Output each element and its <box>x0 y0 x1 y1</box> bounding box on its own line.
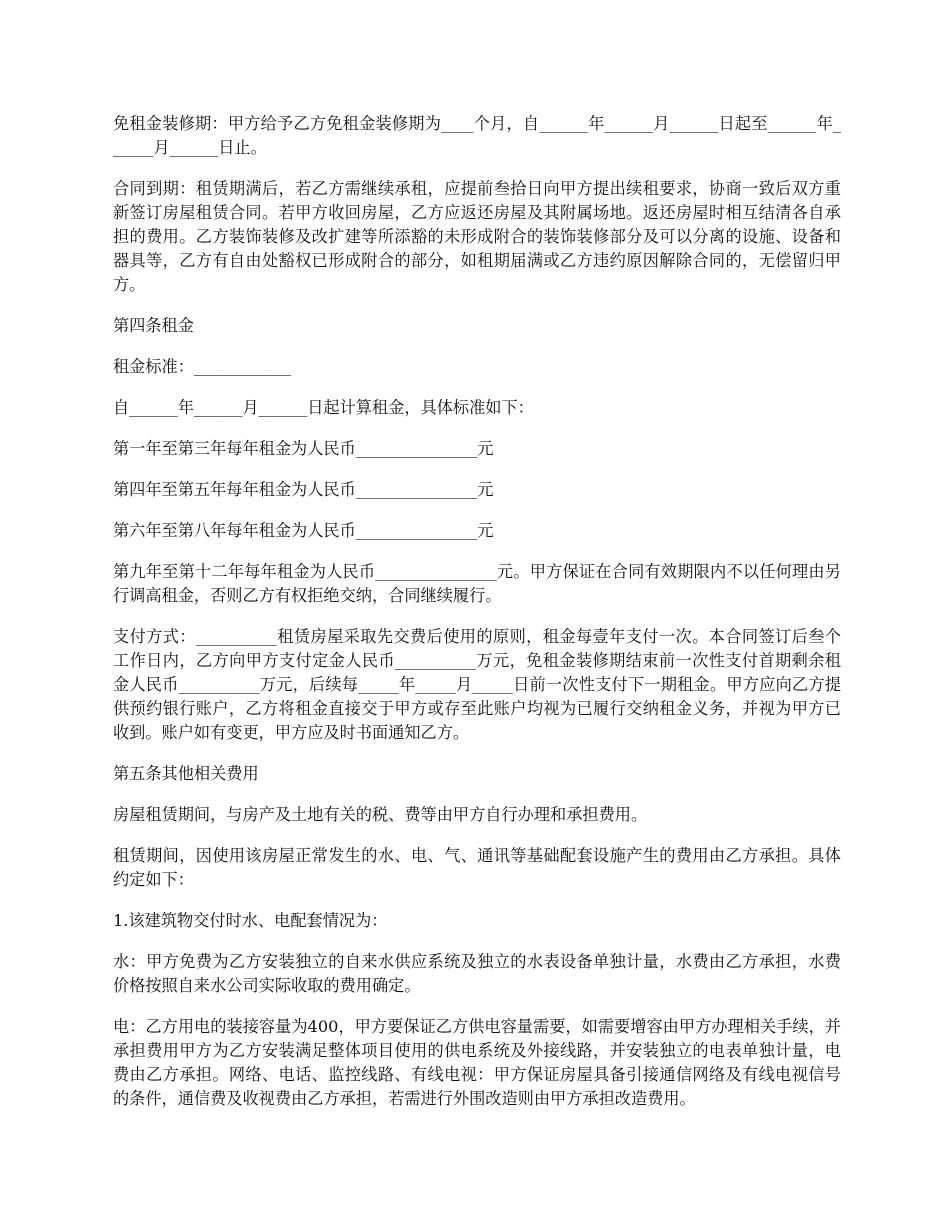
paragraph-rent-standard: 租金标准：____________ <box>113 357 292 376</box>
paragraph-contract-expiry: 合同到期：租赁期满后，若乙方需继续承租，应提前叁拾日向甲方提出续租要求，协商一致后双方重新签订房屋租赁合同。若甲方收回房屋，乙方应返还房屋及其附属场地。返还房屋时相互结清各自承担的费用。乙方装饰装修及改扩建等所添豁的未形成附合的装饰装修部分及可以分离的设施、设备和器具等，乙方有自由处豁权已形成附合的部分，如租期届满或乙方违约原因解除合同的，无偿留归甲方。 <box>113 179 841 294</box>
paragraph-taxes-fees: 房屋租赁期间，与房产及土地有关的税、费等由甲方自行办理和承担费用。 <box>113 805 648 824</box>
paragraph-rent-years-4-5: 第四年至第五年每年租金为人民币_______________元 <box>113 480 494 499</box>
document-page <box>113 112 841 1128</box>
section-heading-article-5-fees: 第五条其他相关费用 <box>113 764 259 783</box>
section-heading-article-4-rent: 第四条租金 <box>113 316 194 335</box>
paragraph-rent-years-1-3: 第一年至第三年每年租金为人民币_______________元 <box>113 439 494 458</box>
paragraph-utility-costs: 租赁期间，因使用该房屋正常发生的水、电、气、通讯等基础配套设施产生的费用由乙方承担。具体约定如下： <box>113 846 841 889</box>
paragraph-water: 水：甲方免费为乙方安装独立的自来水供应系统及独立的水表设备单独计量，水费由乙方承担，水费价格按照自来水公司实际收取的费用确定。 <box>113 952 841 995</box>
paragraph-delivery-utilities: 1.该建筑物交付时水、电配套情况为： <box>113 911 388 930</box>
paragraph-electricity: 电：乙方用电的装接容量为400，甲方要保证乙方供电容量需要，如需要增容由甲方办理相关手续，并承担费用甲方为乙方安装满足整体项目使用的供电系统及外接线路，并安装独立的电表单独计量，电费由乙方承担。网络、电话、监控线路、有线电视：甲方保证房屋具备引接通信网络及有线电视信号的条件，通信费及收视费由乙方承担，若需进行外围改造则由甲方承担改造费用。 <box>113 1017 841 1108</box>
paragraph-payment-method: 支付方式：__________租赁房屋采取先交费后使用的原则，租金每壹年支付一次。本合同签订后叁个工作日内，乙方向甲方支付定金人民币__________万元，免租金装修期结束前一次性支付首期剩余租金人民币__________万元，后续每_____年_____月_____日前一次性支付下一期租金。甲方应向乙方提供预约银行账户，乙方将租金直接交于甲方或存至此账户均视为已履行交纳租金义务，并视为甲方已收到。账户如有变更，甲方应及时书面通知乙方。 <box>113 627 841 742</box>
paragraph-rent-years-9-12: 第九年至第十二年每年租金为人民币_______________元。甲方保证在合同有效期限内不以任何理由另行调高租金，否则乙方有权拒绝交纳，合同继续履行。 <box>113 562 841 605</box>
paragraph-rent-start-date: 自______年______月______日起计算租金，具体标准如下： <box>113 398 534 417</box>
paragraph-rent-years-6-8: 第六年至第八年每年租金为人民币_______________元 <box>113 521 494 540</box>
paragraph-rent-free-period: 免租金装修期：甲方给予乙方免租金装修期为____个月，自______年______月______日起至______年______月______日止。 <box>113 114 841 157</box>
